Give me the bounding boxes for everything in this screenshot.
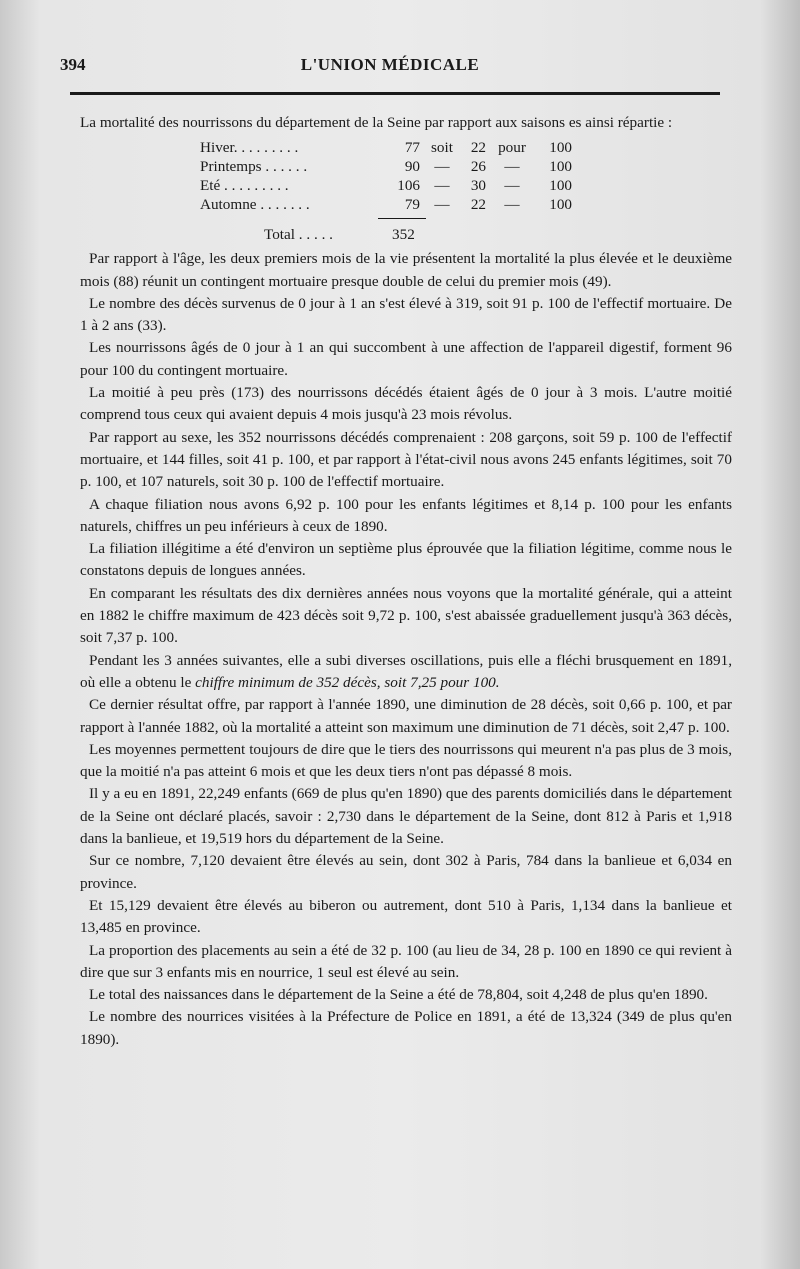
paragraph: Il y a eu en 1891, 22,249 enfants (669 de plus qu'en 1890) que des parents domiciliés dans le département de la Seine ont déclaré placés, savoir : 2,730 dans le département de la Seine, dont 812 à Paris et 1,918 dans la banlieue, et 19,519 hors du département de la Seine. <box>80 785 732 848</box>
paragraph-1891-text: Pendant les 3 années suivantes, elle a subi diverses oscillations, puis elle a fléchi brusquement en 1891, où elle a obtenu le <box>80 651 732 691</box>
paragraph: Ce dernier résultat offre, par rapport à l'année 1890, une diminution de 28 décès, soit 0,66 p. 100, et par rapport à l'année 1882, où la mortalité a atteint son maximum une diminution de 71 décès, soit 2,47 p. 100. <box>80 696 732 736</box>
table-row <box>200 157 580 176</box>
paragraph: A chaque filiation nous avons 6,92 p. 100 pour les enfants légitimes et 8,14 p. 100 pour les enfants naturels, chiffres un peu inférieurs à ceux de 1890. <box>80 495 732 535</box>
paragraph: Par rapport à l'âge, les deux premiers mois de la vie présentent la mortalité la plus élevée et le deuxième mois (88) réunit un contingent mortuaire presque double de celui du premier mois (49). <box>80 250 732 290</box>
article-body <box>80 112 732 1051</box>
pour-word: — <box>504 177 520 195</box>
season-count: 77 <box>404 139 420 157</box>
page-number: 394 <box>60 55 86 74</box>
journal-title: L'UNION MÉDICALE <box>300 55 480 74</box>
season-name: Eté . . . . . . . . . <box>200 177 289 195</box>
table-row <box>200 138 580 157</box>
paragraph-1891-italic: chiffre minimum de 352 décès, soit 7,25 pour 100. <box>195 673 500 691</box>
season-pct: 22 <box>470 196 486 214</box>
soit-word: — <box>434 196 450 214</box>
paragraph: En comparant les résultats des dix dernières années nous voyons que la mortalité générale, qui a atteint en 1882 le chiffre maximum de 423 décès soit 9,72 p. 100, s'est abaissée graduellement jusqu'à 363 décès, soit 7,37 p. 100. <box>80 584 732 647</box>
paragraph: Le nombre des décès survenus de 0 jour à 1 an s'est élevé à 319, soit 91 p. 100 de l'effectif mortuaire. De 1 à 2 ans (33). <box>80 294 732 335</box>
total-row <box>264 222 580 248</box>
season-name: Printemps . . . . . . <box>200 158 308 176</box>
total-value: 352 <box>392 226 415 244</box>
season-pct: 30 <box>470 177 486 195</box>
season-base: 100 <box>549 196 572 214</box>
header-rule <box>70 92 720 95</box>
paragraph: Le total des naissances dans le département de la Seine a été de 78,804, soit 4,248 de plus qu'en 1890. <box>89 986 708 1004</box>
paragraph: Sur ce nombre, 7,120 devaient être élevés au sein, dont 302 à Paris, 784 dans la banlieue et 6,034 en province. <box>80 852 732 892</box>
season-name: Hiver. . . . . . . . . <box>200 139 299 157</box>
page-header <box>60 55 720 85</box>
total-label: Total . . . . . <box>264 226 333 244</box>
pour-word: — <box>504 158 520 176</box>
paragraph: Et 15,129 devaient être élevés au biberon ou autrement, dont 510 à Paris, 1,134 dans la banlieue et 13,485 en province. <box>80 896 732 937</box>
season-name: Automne . . . . . . . <box>200 196 310 214</box>
paragraph-1891 <box>80 650 732 695</box>
season-table <box>200 138 580 248</box>
soit-word: — <box>434 177 450 195</box>
intro-paragraph: La mortalité des nourrissons du département de la Seine par rapport aux saisons es ainsi répartie : <box>80 114 673 131</box>
season-count: 90 <box>404 158 420 176</box>
soit-word: — <box>434 158 450 176</box>
pour-word: pour <box>498 139 526 157</box>
table-row <box>200 195 580 214</box>
season-count: 79 <box>404 196 420 214</box>
table-row <box>200 176 580 195</box>
paragraph: Les moyennes permettent toujours de dire que le tiers des nourrissons qui meurent n'a pas plus de 3 mois, que la moitié n'a pas atteint 6 mois et que les deux tiers n'ont pas dépassé 8 mois. <box>80 740 732 781</box>
paragraph: Les nourrissons âgés de 0 jour à 1 an qui succombent à une affection de l'appareil digestif, forment 96 pour 100 du contingent mortuaire. <box>80 339 732 379</box>
paragraph: La filiation illégitime a été d'environ un septième plus éprouvée que la filiation légitime, comme nous le constatons depuis de longues années. <box>80 540 732 580</box>
paragraph: La proportion des placements au sein a été de 32 p. 100 (au lieu de 34, 28 p. 100 en 1890 ce qui revient à dire que sur 3 enfants mis en nourrice, 1 seul est élevé au sein. <box>80 941 732 981</box>
season-base: 100 <box>549 139 572 157</box>
paragraph: Le nombre des nourrices visitées à la Préfecture de Police en 1891, a été de 13,324 (349 de plus qu'en 1890). <box>80 1008 732 1048</box>
season-base: 100 <box>549 158 572 176</box>
season-pct: 22 <box>470 139 486 157</box>
season-count: 106 <box>397 177 420 195</box>
pour-word: — <box>504 196 520 214</box>
paragraph: Par rapport au sexe, les 352 nourrissons décédés comprenaient : 208 garçons, soit 59 p. 100 de l'effectif mortuaire, et 144 filles, soit 41 p. 100, et par rapport à l'état-civil nous avons 245 enfants légitimes, soit 70 p. 100, et 107 naturels, soit 30 p. 100 de l'effectif mortuaire. <box>80 428 732 491</box>
paragraph: La moitié à peu près (173) des nourrissons décédés étaient âgés de 0 jour à 3 mois. L'autre moitié comprend tous ceux qui avaient depuis 4 mois jusqu'à 23 mois révolus. <box>80 384 732 424</box>
total-rule <box>378 218 426 219</box>
soit-word: soit <box>431 139 453 157</box>
season-pct: 26 <box>470 158 486 176</box>
season-base: 100 <box>549 177 572 195</box>
